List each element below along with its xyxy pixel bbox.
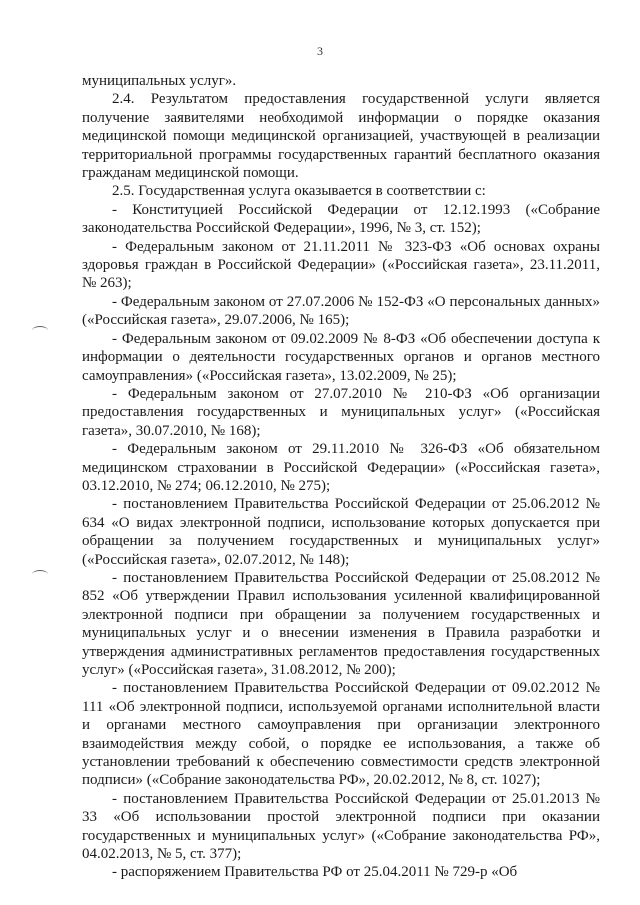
paragraph: 2.4. Результатом предоставления государственной услуги является получение заявителями необходимой информации о порядке оказания медицинской помощи медицинской организацией, участвующей в реализации территориальной программы государственных гарантий бесплатного оказания гражданам медицинской помощи. [82,91,600,182]
margin-mark [32,570,48,579]
list-item: - Конституцией Российской Федерации от 12.12.1993 («Собрание законодательства Российской Федерации», 1996, № 3, ст. 152); [82,201,600,237]
paragraph: муниципальных услуг». [82,73,237,89]
list-item: - Федеральным законом от 27.07.2006 № 152-ФЗ «О персональных данных» («Российская газета», 29.07.2006, № 165); [82,293,600,329]
list-item: - Федеральным законом от 27.07.2010 № 210-ФЗ «Об организации предоставления государственных и муниципальных услуг» («Российская газета», 30.07.2010, № 168); [82,385,600,439]
list-item: - Федеральным законом от 29.11.2010 № 326-ФЗ «Об обязательном медицинском страховании в Российской Федерации» («Российская газета», 03.12.2010, № 274; 06.12.2010, № 275); [82,441,600,494]
margin-mark [32,326,48,335]
document-body [82,72,600,882]
page-number: 3 [317,44,323,58]
list-item: - постановлением Правительства Российской Федерации от 25.06.2012 № 634 «О видах электронной подписи, использование которых допускается при обращении за получением государственных и муниципальных услуг» («Российская газета», 02.07.2012, № 148); [82,496,600,568]
list-item: - Федеральным законом от 09.02.2009 № 8-ФЗ «Об обеспечении доступа к информации о деятельности государственных органов и органов местного самоуправления» («Российская газета», 13.02.2009, № 25); [82,330,600,384]
list-item: - распоряжением Правительства РФ от 25.04.2011 № 729-р «Об [112,864,518,881]
list-item: - постановлением Правительства Российской Федерации от 25.08.2012 № 852 «Об утверждении Правил использования усиленной квалифицированной электронной подписи при обращении за получением государственных и муниципальных услуг и о внесении изменения в Правила разработки и утверждения административных регламентов предоставления государственных услуг» («Российская газета», 31.08.2012, № 200); [82,569,600,678]
list-item: - Федеральным законом от 21.11.2011 № 323-ФЗ «Об основах охраны здоровья граждан в Российской Федерации» («Российская газета», 23.11.2011, № 263); [82,238,600,292]
list-item: - постановлением Правительства Российской Федерации от 25.01.2013 № 33 «Об использовании простой электронной подписи при оказании государственных и муниципальных услуг» («Собрание законодательства РФ», 04.02.2013, № 5, ст. 377); [82,790,600,863]
list-item: - постановлением Правительства Российской Федерации от 09.02.2012 № 111 «Об электронной подписи, используемой органами исполнительной власти и органами местного самоуправления при организации электронного взаимодействия между собой, о порядке ее использования, а также об установлении требований к обеспечению совместимости средств электронной подписи» («Собрание законодательства РФ», 20.02.2012, № 8, ст. 1027); [82,680,600,789]
paragraph: 2.5. Государственная услуга оказывается в соответствии с: [112,183,486,200]
